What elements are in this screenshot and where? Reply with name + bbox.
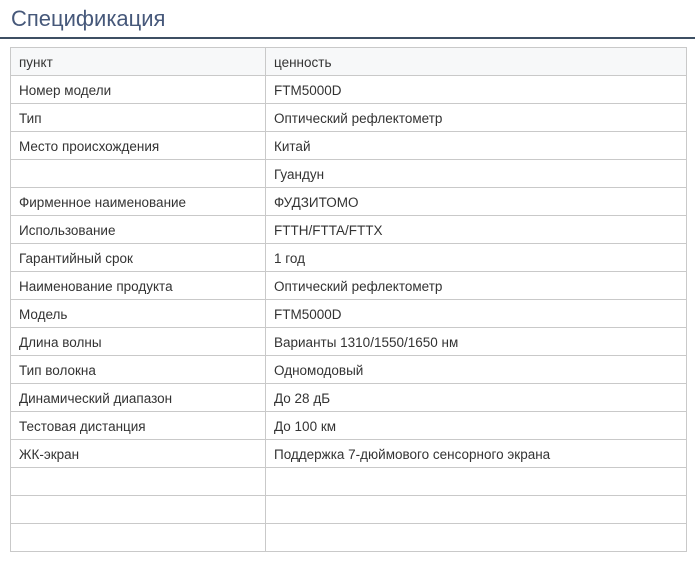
table-row	[11, 76, 687, 104]
table-row	[11, 272, 687, 300]
spec-item-cell	[11, 468, 266, 496]
spec-value-cell: До 100 км	[266, 412, 687, 440]
spec-value-cell: 1 год	[266, 244, 687, 272]
column-header-item: пункт	[11, 48, 266, 76]
spec-table-container	[0, 39, 695, 552]
spec-item-cell: Фирменное наименование	[11, 188, 266, 216]
table-row	[11, 440, 687, 468]
spec-item-cell: Тип	[11, 104, 266, 132]
table-row	[11, 188, 687, 216]
table-row	[11, 468, 687, 496]
table-row	[11, 384, 687, 412]
page-title: Спецификация	[11, 6, 166, 31]
spec-value-cell: FTTH/FTTA/FTTX	[266, 216, 687, 244]
spec-item-cell: Модель	[11, 300, 266, 328]
spec-value-cell: FTM5000D	[266, 300, 687, 328]
table-row	[11, 104, 687, 132]
table-row	[11, 356, 687, 384]
spec-value-cell: FTM5000D	[266, 76, 687, 104]
table-row	[11, 412, 687, 440]
spec-value-cell: Оптический рефлектометр	[266, 104, 687, 132]
spec-item-cell: Тестовая дистанция	[11, 412, 266, 440]
spec-value-cell: ФУДЗИТОМО	[266, 188, 687, 216]
table-row	[11, 300, 687, 328]
table-row	[11, 244, 687, 272]
table-row	[11, 524, 687, 552]
spec-value-cell	[266, 496, 687, 524]
spec-value-cell: Китай	[266, 132, 687, 160]
spec-item-cell: Гарантийный срок	[11, 244, 266, 272]
spec-item-cell	[11, 496, 266, 524]
spec-item-cell: Использование	[11, 216, 266, 244]
spec-item-cell: Номер модели	[11, 76, 266, 104]
spec-table-head	[11, 48, 687, 76]
spec-item-cell: Тип волокна	[11, 356, 266, 384]
table-row	[11, 160, 687, 188]
spec-item-cell: Место происхождения	[11, 132, 266, 160]
header-row	[11, 48, 687, 76]
table-row	[11, 216, 687, 244]
spec-value-cell: Гуандун	[266, 160, 687, 188]
spec-item-cell: Динамический диапазон	[11, 384, 266, 412]
table-row	[11, 496, 687, 524]
spec-item-cell: Длина волны	[11, 328, 266, 356]
spec-table	[10, 47, 687, 552]
spec-item-cell	[11, 524, 266, 552]
spec-item-cell: Наименование продукта	[11, 272, 266, 300]
spec-value-cell: Оптический рефлектометр	[266, 272, 687, 300]
spec-item-cell	[11, 160, 266, 188]
spec-value-cell: До 28 дБ	[266, 384, 687, 412]
spec-value-cell	[266, 468, 687, 496]
spec-value-cell: Варианты 1310/1550/1650 нм	[266, 328, 687, 356]
table-row	[11, 132, 687, 160]
spec-value-cell: Одномодовый	[266, 356, 687, 384]
spec-value-cell	[266, 524, 687, 552]
spec-item-cell: ЖК-экран	[11, 440, 266, 468]
column-header-value: ценность	[266, 48, 687, 76]
page-header	[0, 0, 695, 32]
spec-table-body	[11, 76, 687, 552]
spec-value-cell: Поддержка 7-дюймового сенсорного экрана	[266, 440, 687, 468]
table-row	[11, 328, 687, 356]
